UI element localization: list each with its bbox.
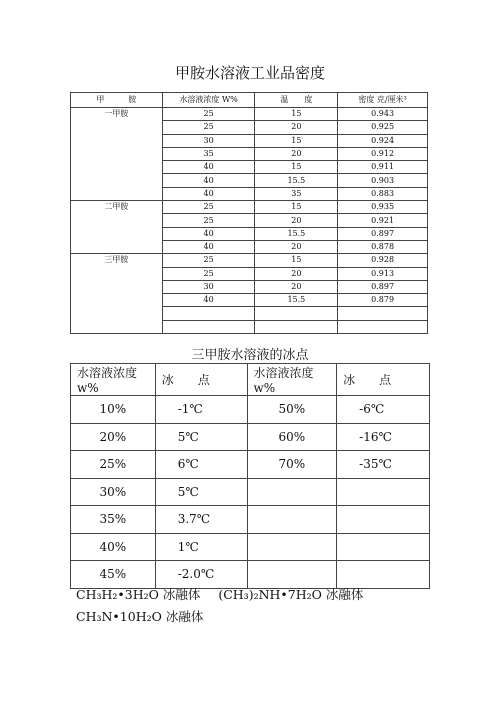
temperature-cell: 20 (255, 280, 338, 293)
temperature-cell: 15.5 (255, 227, 338, 240)
temperature-cell: 15 (255, 161, 338, 174)
table-row (71, 254, 428, 267)
column-header: 冰 点 (155, 364, 247, 396)
density-cell (338, 320, 428, 333)
column-header: 水溶液浓度 W% (162, 93, 255, 108)
density-cell: 0.925 (338, 121, 428, 134)
density-cell: 0.935 (338, 201, 428, 214)
density-cell: 0.903 (338, 174, 428, 187)
temperature-cell: 15 (255, 108, 338, 121)
density-cell (338, 307, 428, 320)
concentration-cell: 35 (162, 147, 255, 160)
temperature-cell: 20 (255, 121, 338, 134)
temperature-cell: 15.5 (255, 174, 338, 187)
concentration-cell: 40 (162, 294, 255, 307)
concentration-cell: 25 (162, 121, 255, 134)
density-table-title: 甲胺水溶液工业品密度 (174, 64, 325, 82)
freezing-point-cell: -16℃ (337, 423, 430, 451)
table-row (71, 506, 430, 534)
density-cell: 0.879 (338, 294, 428, 307)
concentration-cell: 50% (247, 396, 337, 424)
temperature-cell: 15.5 (255, 294, 338, 307)
temperature-cell: 15 (255, 254, 338, 267)
table-row (71, 478, 430, 506)
concentration-cell (247, 478, 337, 506)
temperature-cell: 35 (255, 187, 338, 200)
concentration-cell: 40 (162, 161, 255, 174)
density-cell: 0.928 (338, 254, 428, 267)
hydrate-note: (CH₃)₂NH•7H₂O 冰融体 (218, 587, 364, 602)
density-table (70, 92, 428, 334)
hydrate-notes (76, 584, 436, 628)
temperature-cell: 15 (255, 201, 338, 214)
concentration-cell: 30 (162, 280, 255, 293)
density-cell: 0.913 (338, 267, 428, 280)
concentration-cell: 25% (71, 451, 156, 479)
concentration-cell: 40 (162, 240, 255, 253)
amine-name: 一甲胺 (71, 108, 163, 201)
concentration-cell (247, 533, 337, 561)
freezing-point-cell: 5℃ (155, 478, 247, 506)
column-header: 冰 点 (337, 364, 430, 396)
freezing-point-table (70, 363, 430, 589)
density-cell: 0.924 (338, 134, 428, 147)
table-row (71, 108, 428, 121)
freezing-header-row (71, 364, 430, 396)
table-row (71, 396, 430, 424)
freezing-point-cell (337, 533, 430, 561)
column-header: 温 度 (255, 93, 338, 108)
concentration-cell: 25 (162, 108, 255, 121)
amine-name: 三甲胺 (71, 254, 163, 334)
temperature-cell (255, 320, 338, 333)
concentration-cell: 25 (162, 214, 255, 227)
concentration-cell: 40 (162, 174, 255, 187)
column-header: 水溶液浓度 w% (71, 364, 156, 396)
temperature-cell (255, 307, 338, 320)
amine-name: 二甲胺 (71, 201, 163, 254)
concentration-cell: 70% (247, 451, 337, 479)
table-row (71, 533, 430, 561)
column-header: 甲 胺 (71, 93, 163, 108)
density-cell: 0.897 (338, 280, 428, 293)
concentration-cell: 40 (162, 227, 255, 240)
temperature-cell: 15 (255, 134, 338, 147)
concentration-cell (162, 320, 255, 333)
table-row (71, 423, 430, 451)
freezing-point-table-title: 三甲胺水溶液的冰点 (191, 348, 309, 363)
concentration-cell: 40 (162, 187, 255, 200)
density-cell: 0.921 (338, 214, 428, 227)
concentration-cell: 60% (247, 423, 337, 451)
freezing-point-cell (337, 506, 430, 534)
table-row (71, 201, 428, 214)
hydrate-note: CH₃H₂•3H₂O 冰融体 (76, 587, 201, 602)
freezing-point-cell: -2.0℃ (155, 561, 247, 589)
freezing-point-cell: -1℃ (155, 396, 247, 424)
temperature-cell: 20 (255, 267, 338, 280)
concentration-cell: 25 (162, 254, 255, 267)
temperature-cell: 20 (255, 214, 338, 227)
concentration-cell: 35% (71, 506, 156, 534)
temperature-cell: 20 (255, 240, 338, 253)
concentration-cell: 25 (162, 201, 255, 214)
freezing-point-cell: -35℃ (337, 451, 430, 479)
concentration-cell (247, 506, 337, 534)
concentration-cell: 45% (71, 561, 156, 589)
concentration-cell: 25 (162, 267, 255, 280)
density-cell: 0.912 (338, 147, 428, 160)
concentration-cell: 30 (162, 134, 255, 147)
column-header: 密度 克/厘米³ (338, 93, 428, 108)
density-cell: 0.943 (338, 108, 428, 121)
concentration-cell: 40% (71, 533, 156, 561)
density-cell: 0.883 (338, 187, 428, 200)
freezing-point-cell: 6℃ (155, 451, 247, 479)
concentration-cell: 20% (71, 423, 156, 451)
freezing-point-cell: -6℃ (337, 396, 430, 424)
density-cell: 0.897 (338, 227, 428, 240)
density-cell: 0.878 (338, 240, 428, 253)
column-header: 水溶液浓度 w% (247, 364, 337, 396)
freezing-point-cell (337, 478, 430, 506)
density-header-row (71, 93, 428, 108)
temperature-cell: 20 (255, 147, 338, 160)
concentration-cell: 10% (71, 396, 156, 424)
density-cell: 0.911 (338, 161, 428, 174)
freezing-point-cell: 3.7℃ (155, 506, 247, 534)
hydrate-note: CH₃N•10H₂O 冰融体 (76, 609, 204, 624)
concentration-cell: 30% (71, 478, 156, 506)
concentration-cell (162, 307, 255, 320)
freezing-point-cell: 1℃ (155, 533, 247, 561)
freezing-point-cell: 5℃ (155, 423, 247, 451)
table-row (71, 451, 430, 479)
